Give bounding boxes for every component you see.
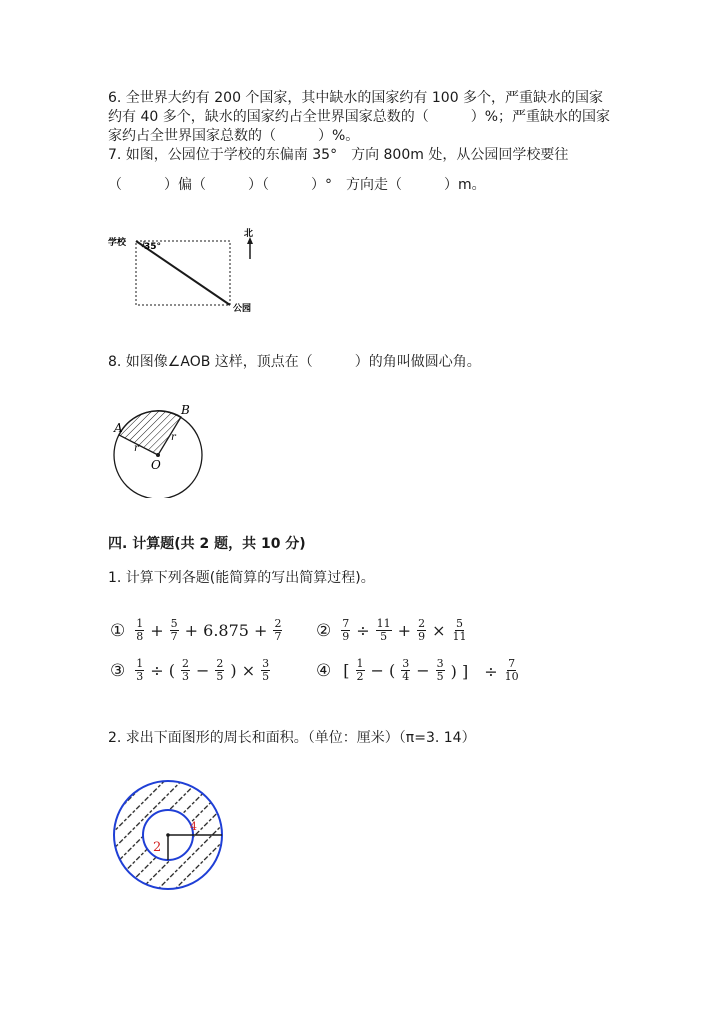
problem-1 — [110, 618, 284, 643]
q2-text: 2. 求出下面图形的周长和面积。（单位：厘米）（π=3. 14） — [108, 730, 476, 746]
fraction: $\frac{3}{5}$ — [436, 657, 444, 683]
q8-text: 8. 如图像∠AOB 这样，顶点在（ ）的角叫做圆心角。 — [108, 354, 481, 370]
fraction: $\frac{2}{7}$ — [274, 617, 282, 643]
fraction: $\frac{1}{8}$ — [136, 617, 144, 643]
fraction: $\frac{2}{3}$ — [181, 657, 189, 683]
operator: ÷ ( — [150, 661, 175, 680]
annulus-figure — [108, 778, 233, 898]
operator: [ — [343, 661, 350, 680]
angle-label: 35° — [144, 242, 162, 252]
problem-2 — [316, 618, 469, 643]
center-dot — [166, 833, 170, 837]
operator: + — [150, 621, 164, 640]
fraction: $\frac{1}{3}$ — [136, 657, 144, 683]
fraction: $\frac{5}{7}$ — [170, 617, 178, 643]
operator: × — [432, 621, 446, 640]
problem-3 — [110, 658, 272, 683]
problem-3-number: ③ — [110, 660, 126, 681]
operator: − — [195, 661, 210, 680]
radius-label-left: r — [134, 443, 139, 454]
operator: ) × — [230, 661, 256, 680]
operator: + — [397, 621, 412, 640]
fraction: $\frac{2}{9}$ — [418, 617, 426, 643]
point-o-label: O — [151, 458, 161, 472]
q7-direction-figure — [108, 225, 268, 320]
radius-label-right: r — [171, 432, 176, 443]
q6-line-3: 家约占全世界国家总数的（ ）%。 — [108, 128, 360, 144]
fraction: $\frac{7}{9}$ — [342, 617, 350, 643]
q7-line-1: 7. 如图，公园位于学校的东偏南 35° 方向 800m 处，从公园回学校要往 — [108, 147, 569, 163]
q7-line-2: （ ）偏（ ）（ ）° 方向走（ ）m。 — [108, 177, 486, 193]
problem-1-number: ① — [110, 620, 126, 641]
q6-line-1: 6. 全世界大约有 200 个国家，其中缺水的国家约有 100 多个，严重缺水的国家 — [108, 90, 604, 106]
operator: ÷ — [356, 621, 370, 640]
operator: ) ] ÷ — [450, 662, 498, 681]
problem-4 — [316, 658, 522, 683]
fraction: $\frac{1}{2}$ — [356, 657, 364, 683]
fraction: $\frac{5}{11}$ — [452, 617, 467, 643]
fraction: $\frac{2}{5}$ — [216, 657, 224, 683]
operator: − ( — [370, 661, 396, 680]
park-label: 公园 — [233, 304, 252, 314]
section-heading: 四. 计算题(共 2 题，共 10 分) — [108, 536, 306, 552]
point-b-label: B — [181, 403, 190, 417]
calc-instructions: 1. 计算下列各题(能简算的写出简算过程)。 — [108, 570, 375, 586]
q8-circle-figure — [108, 398, 218, 498]
operator: + 6.875 + — [184, 621, 268, 640]
outer-radius-label: 4 — [190, 820, 197, 833]
problem-4-number: ④ — [316, 660, 332, 681]
center-dot — [156, 453, 160, 457]
fraction: $\frac{11}{5}$ — [376, 617, 391, 643]
inner-radius-label: 2 — [153, 840, 162, 855]
operator: − — [416, 661, 430, 680]
fraction: $\frac{3}{5}$ — [262, 657, 270, 683]
school-label: 学校 — [108, 238, 127, 248]
point-a-label: A — [114, 421, 123, 435]
fraction: $\frac{7}{10}$ — [504, 657, 519, 683]
q6-line-2: 约有 40 多个，缺水的国家约占全世界国家总数的（ ）%；严重缺水的国家 — [108, 109, 611, 125]
problem-2-number: ② — [316, 620, 332, 641]
north-label: 北 — [244, 229, 254, 239]
fraction: $\frac{3}{4}$ — [402, 657, 410, 683]
